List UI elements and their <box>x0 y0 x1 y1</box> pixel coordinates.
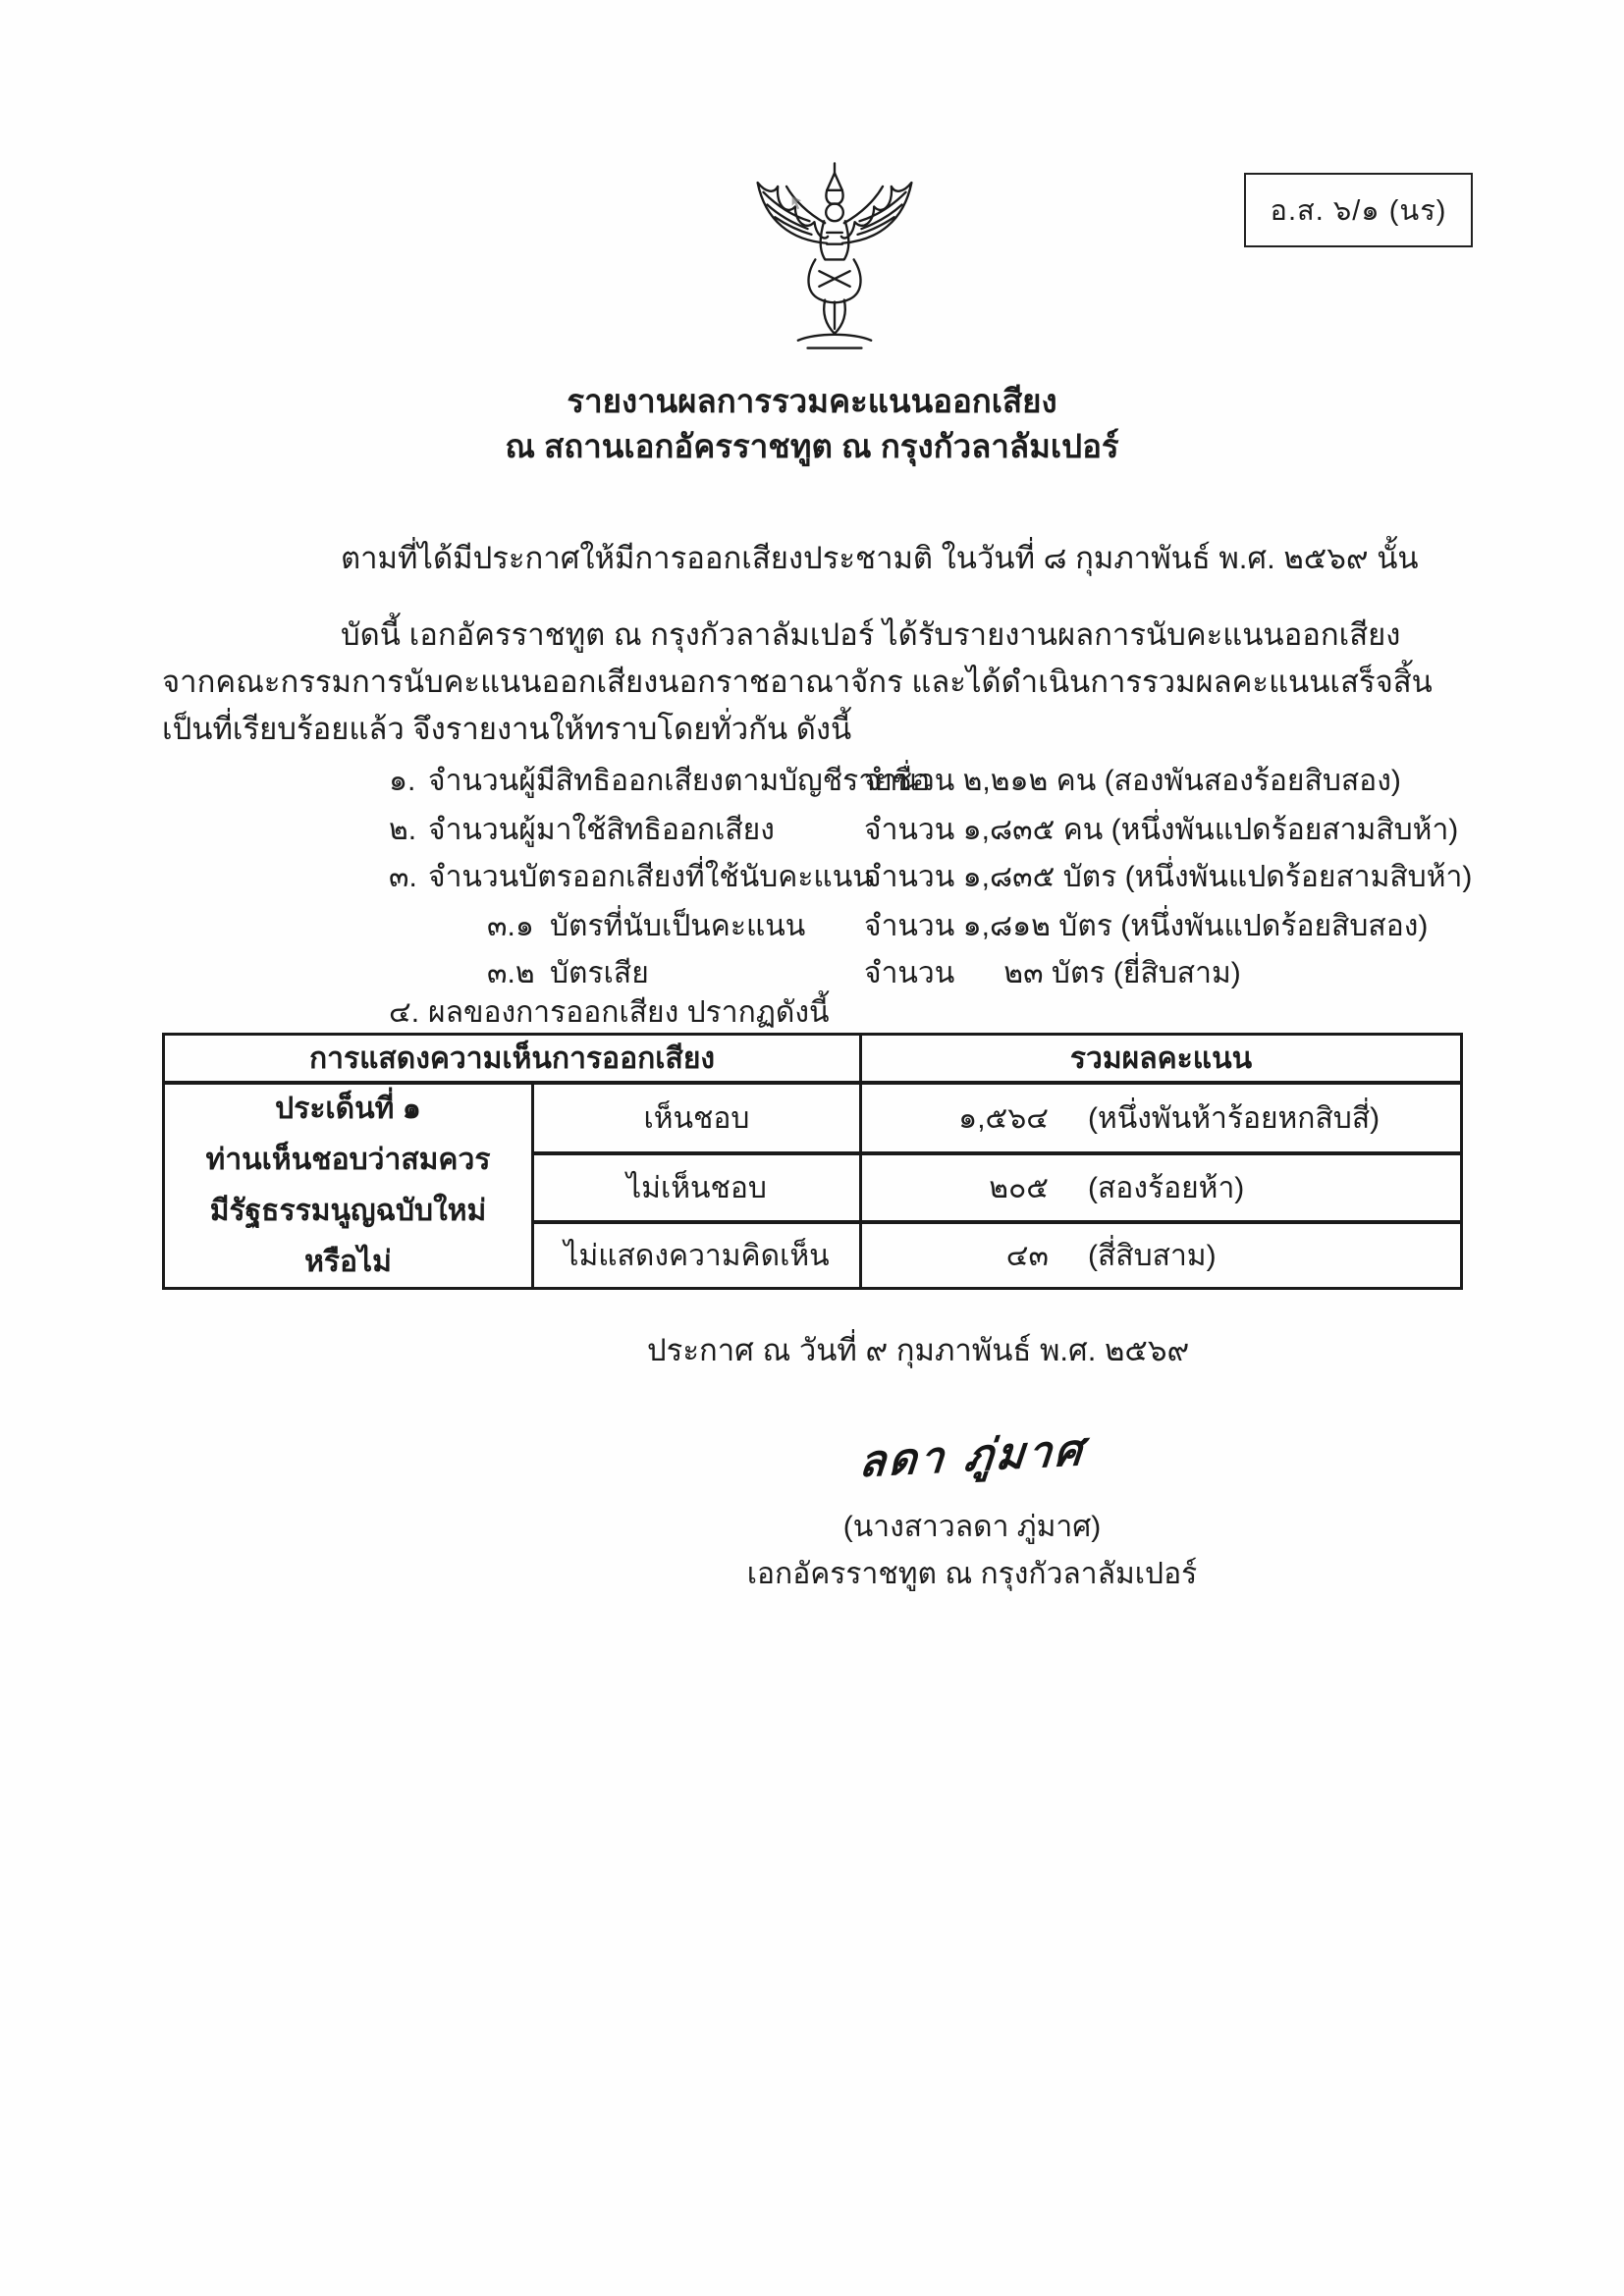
table-choice-approve: เห็นชอบ <box>534 1085 862 1151</box>
item-value: จำนวน ๒,๒๑๒ คน (สองพันสองร้อยสิบสอง) <box>864 765 1401 797</box>
item-number: ๓.๒ <box>487 957 535 989</box>
topic-line: หรือไม่ <box>304 1246 392 1278</box>
topic-line: ท่านเห็นชอบว่าสมควร <box>205 1144 491 1176</box>
result-words: (สองร้อยห้า) <box>1088 1171 1245 1204</box>
list-item-3-1 <box>162 903 1478 950</box>
item-number: ๓. <box>389 861 417 893</box>
list-item-1 <box>162 758 1478 805</box>
list-item-3 <box>162 854 1478 901</box>
signatory-title: เอกอัครราชทูต ณ กรุงกัวลาลัมเปอร์ <box>746 1558 1198 1590</box>
cursor-artifact-icon <box>791 196 803 211</box>
item-value: จำนวน ๑,๘๑๒ บัตร (หนึ่งพันแปดร้อยสิบสอง) <box>864 910 1429 942</box>
table-header-opinion: การแสดงความเห็นการออกเสียง <box>165 1036 862 1085</box>
body-paragraph-line3: เป็นที่เรียบร้อยแล้ว จึงรายงานให้ทราบโดยทั่วกัน ดังนี้ <box>162 712 852 746</box>
table-result-disapprove <box>862 1151 1460 1220</box>
result-count: ๑,๕๖๔ <box>958 1101 1049 1135</box>
table-result-approve <box>862 1085 1460 1151</box>
item-number: ๔. <box>389 996 420 1029</box>
item-label: จำนวนผู้มาใช้สิทธิออกเสียง <box>428 814 775 846</box>
announcement-date-line: ประกาศ ณ วันที่ ๙ กุมภาพันธ์ พ.ศ. ๒๕๖๙ <box>647 1333 1190 1367</box>
item-value: จำนวน ๑,๘๓๕ บัตร (หนึ่งพันแปดร้อยสามสิบห้า) <box>864 861 1473 893</box>
item-label: บัตรที่นับเป็นคะแนน <box>550 910 806 942</box>
item-label: จำนวนบัตรออกเสียงที่ใช้นับคะแนน <box>428 861 873 893</box>
result-words: (หนึ่งพันห้าร้อยหกสิบสี่) <box>1088 1101 1380 1135</box>
result-count: ๔๓ <box>1005 1239 1049 1272</box>
topic-line: มีรัฐธรรมนูญฉบับใหม่ <box>209 1195 487 1227</box>
item-number: ๒. <box>389 814 417 846</box>
item-number: ๑. <box>389 765 416 797</box>
item-value: จำนวน ๒๓ บัตร (ยี่สิบสาม) <box>864 957 1241 989</box>
item-value: จำนวน ๑,๘๓๕ คน (หนึ่งพันแปดร้อยสามสิบห้า) <box>864 814 1459 846</box>
table-header-total: รวมผลคะแนน <box>862 1036 1460 1085</box>
body-paragraph-line2: จากคณะกรรมการนับคะแนนออกเสียงนอกราชอาณาจักร และได้ดำเนินการรวมผลคะแนนเสร็จสิ้น <box>162 665 1433 699</box>
results-table <box>162 1033 1463 1290</box>
garuda-emblem-icon <box>738 147 931 363</box>
list-item-2 <box>162 807 1478 854</box>
table-choice-disapprove: ไม่เห็นชอบ <box>534 1151 862 1220</box>
result-count: ๒๐๕ <box>989 1171 1049 1204</box>
item-label: ผลของการออกเสียง ปรากฏดังนี้ <box>428 996 830 1029</box>
signatory-name: (นางสาวลดา ภู่มาศ) <box>842 1511 1102 1543</box>
document-title-line2: ณ สถานเอกอัครราชทูต ณ กรุงกัวลาลัมเปอร์ <box>505 428 1119 464</box>
form-number-box <box>1244 173 1473 247</box>
item-number: ๓.๑ <box>487 910 534 942</box>
item-label: บัตรเสีย <box>550 957 649 989</box>
item-label: จำนวนผู้มีสิทธิออกเสียงตามบัญชีรายชื่อ <box>428 765 931 797</box>
topic-line: ประเด็นที่ ๑ <box>275 1093 421 1125</box>
table-choice-abstain: ไม่แสดงความคิดเห็น <box>534 1220 862 1287</box>
document-title-line1: รายงานผลการรวมคะแนนออกเสียง <box>567 383 1057 419</box>
table-topic-cell <box>165 1085 534 1287</box>
table-result-abstain <box>862 1220 1460 1287</box>
intro-paragraph: ตามที่ได้มีประกาศให้มีการออกเสียงประชามติ ในวันที่ ๘ กุมภาพันธ์ พ.ศ. ๒๕๖๙ นั้น <box>341 541 1419 575</box>
result-words: (สี่สิบสาม) <box>1088 1239 1217 1272</box>
handwritten-signature: ลดา ภู่มาศ <box>856 1424 1088 1488</box>
form-number-text: อ.ส. ๖/๑ (นร) <box>1270 195 1447 227</box>
list-item-4 <box>162 989 1478 1037</box>
body-paragraph-line1: บัดนี้ เอกอัครราชทูต ณ กรุงกัวลาลัมเปอร์ ได้รับรายงานผลการนับคะแนนออกเสียง <box>341 617 1401 652</box>
